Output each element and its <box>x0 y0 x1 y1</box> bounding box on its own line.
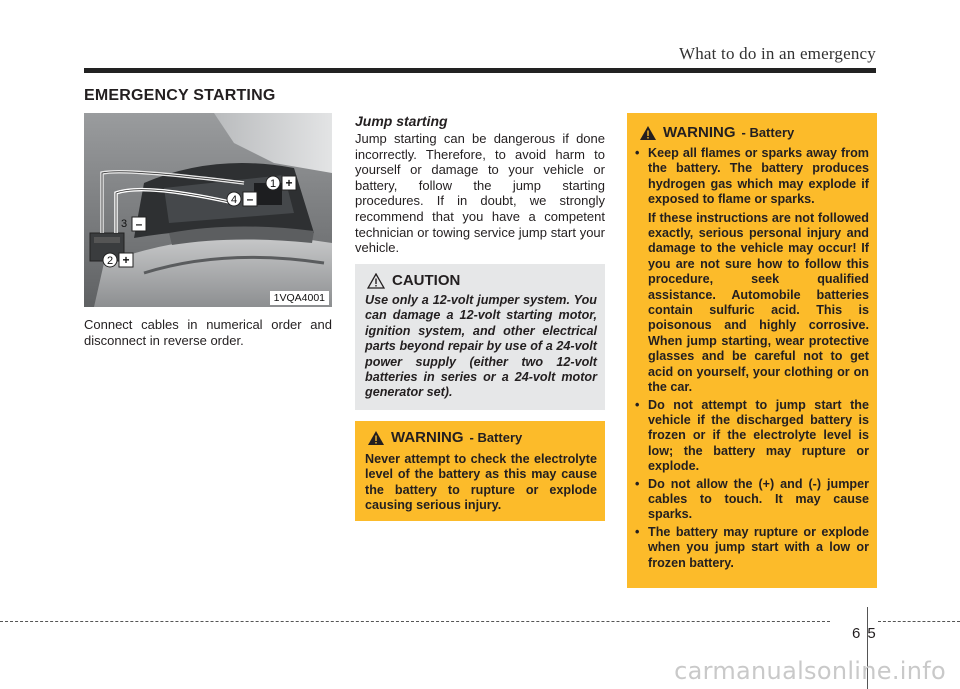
warning-large-subtitle: - Battery <box>741 125 795 140</box>
watermark: carmanualsonline.info <box>674 657 946 685</box>
jump-starting-text: Jump starting can be dangerous if done incorrectly. Therefore, to avoid harm to yourself or damage to your vehicle or battery, follow the jump starting procedures. If in doubt, we strongly recommend that you have a competent technician or towing service jump start your vehicle. <box>355 131 605 256</box>
cable-label-3 <box>121 217 146 231</box>
section-title: EMERGENCY STARTING <box>84 87 276 104</box>
cable-label-2-sign: + <box>122 253 130 267</box>
warning-item-flames-text: • Keep all flames or sparks away from the battery. The battery produces hydrogen gas which may explode if exposed to flame or sparks. <box>648 146 869 207</box>
cable-label-3-sign: – <box>135 217 143 231</box>
caution-triangle-icon <box>367 273 385 289</box>
engine-bay-illustration <box>84 113 332 307</box>
warning-triangle-icon <box>639 125 657 141</box>
warning-item-rupture: • The battery may rupture or explode when you jump start with a low or frozen battery. <box>635 525 869 571</box>
figure-code: 1VQA4001 <box>270 291 329 305</box>
warning-small-header <box>367 429 522 446</box>
jump-start-figure <box>84 113 332 307</box>
warning-small-subtitle: - Battery <box>469 430 523 445</box>
warning-small-text: Never attempt to check the electrolyte level of the battery as this may cause the battery to rupture or explode causing serious injury. <box>365 452 597 512</box>
warning-item-cables: • Do not allow the (+) and (-) jumper cables to touch. It may cause sparks. <box>635 477 869 523</box>
battery-warning-small <box>355 421 605 521</box>
footer-rule-right <box>878 621 960 622</box>
header-rule <box>84 68 876 73</box>
cable-label-2-number: 2 <box>106 255 114 267</box>
warning-triangle-icon <box>367 430 385 446</box>
warning-item-frozen: • Do not attempt to jump start the vehicle if the discharged battery is frozen or if the electrolyte level is low; the battery may rupture or explode. <box>635 398 869 475</box>
jump-starting-heading: Jump starting <box>355 113 448 129</box>
cable-label-4-number: 4 <box>230 194 238 206</box>
battery-warning-large <box>627 113 877 588</box>
warning-item-flames <box>635 146 869 396</box>
caution-header <box>367 272 460 289</box>
cable-label-3-number: 3 <box>120 218 128 230</box>
warning-item-flames-detail: If these instructions are not followed exactly, serious personal injury and damage to the vehicle may occur! If you are not sure how to follow this procedure, seek qualified assistance. Automobile batteries contain sulfuric acid. This is poisonous and highly corrosive. When jump starting, wear protective glasses and be careful not to get acid on yourself, your clothing or on the car. <box>648 210 869 395</box>
cable-label-1-number: 1 <box>269 178 277 190</box>
caution-box <box>355 264 605 410</box>
footer-rule <box>0 621 830 622</box>
chapter-title: What to do in an emergency <box>678 44 876 63</box>
warning-small-title: WARNING <box>391 429 464 446</box>
warning-large-header <box>639 124 794 141</box>
caution-text: Use only a 12-volt jumper system. You can damage a 12-volt starting motor, ignition system, and other electrical parts beyond repair by use of a 24-volt power supply (either two 12-volt batteries in series or a 24-volt motor generator set). <box>365 293 597 400</box>
page-number: 65 <box>852 625 883 642</box>
cable-label-1-sign: + <box>285 176 293 190</box>
warning-list <box>635 146 869 573</box>
warning-large-title: WARNING <box>663 124 736 141</box>
cable-label-4-sign: – <box>246 192 254 206</box>
connect-instructions: Connect cables in numerical order and disconnect in reverse order. <box>84 317 332 348</box>
caution-title: CAUTION <box>392 272 461 289</box>
